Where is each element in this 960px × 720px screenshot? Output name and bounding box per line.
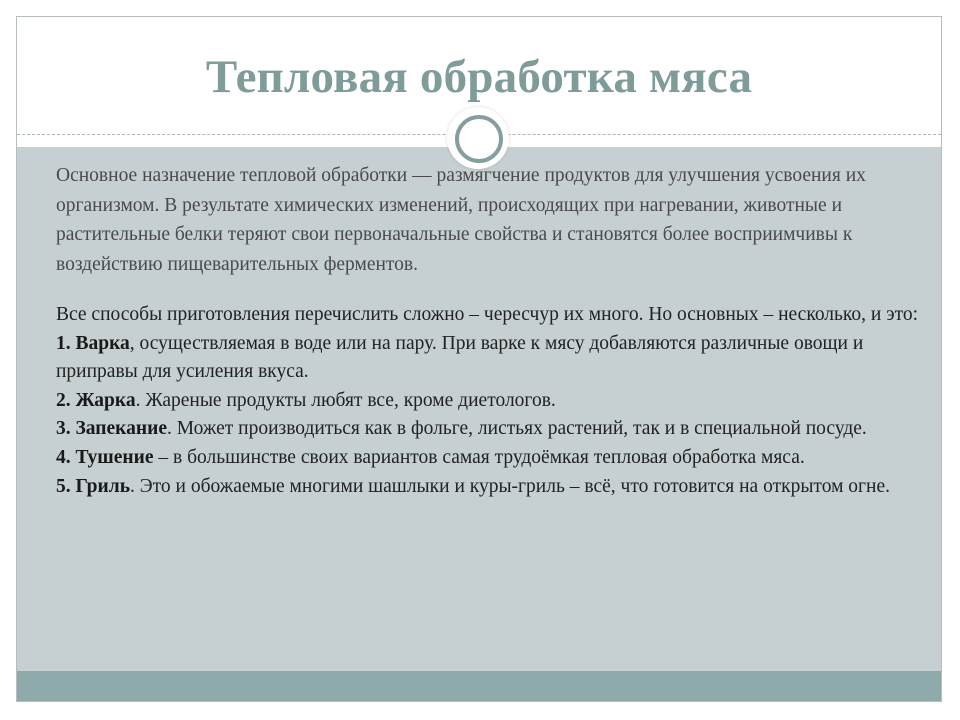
method-label: 1. Варка: [56, 332, 130, 354]
method-label: 3. Запекание: [56, 418, 167, 440]
method-label: 2. Жарка: [56, 389, 136, 411]
method-item: [56, 387, 921, 416]
footer-bar: [17, 671, 941, 702]
method-item: [56, 415, 921, 444]
body-text: [56, 161, 921, 501]
method-text: . Это и обожаемые многими шашлыки и куры-гриль – всё, что готовится на открытом огне.: [130, 475, 891, 497]
methods-paragraph: [56, 301, 921, 501]
method-label: 5. Гриль: [56, 475, 131, 497]
method-item: [56, 444, 921, 473]
circle-ornament-icon: [447, 107, 509, 169]
method-text: . Может производиться как в фольге, листьях растений, так и в специальной посуде.: [167, 418, 867, 440]
intro-paragraph: Основное назначение тепловой обработки — размягчение продуктов для улучшения усвоения их организмом. В результате химических изменений, происходящих при нагревании, животные и растительные белки теряют свои первоначальные свойства и становятся более восприимчивы к воздействию пищеварительных ферментов.: [56, 165, 866, 275]
method-item: [56, 330, 921, 387]
method-text: , осуществляемая в воде или на пару. При варке к мясу добавляются различные овощи и приправы для усиления вкуса.: [56, 332, 864, 383]
method-label: 4. Тушение: [56, 446, 154, 468]
method-text: – в большинстве своих вариантов самая трудоёмкая тепловая обработка мяса.: [153, 446, 805, 468]
methods-lead: Все способы приготовления перечислить сложно – чересчур их много. Но основных – несколько, и это:: [56, 304, 919, 325]
slide: [16, 16, 942, 702]
method-item: [56, 473, 921, 502]
circle-ornament-inner: [455, 115, 503, 163]
slide-title: Тепловая обработка мяса: [205, 51, 753, 103]
method-text: . Жареные продукты любят все, кроме диетологов.: [135, 389, 556, 411]
